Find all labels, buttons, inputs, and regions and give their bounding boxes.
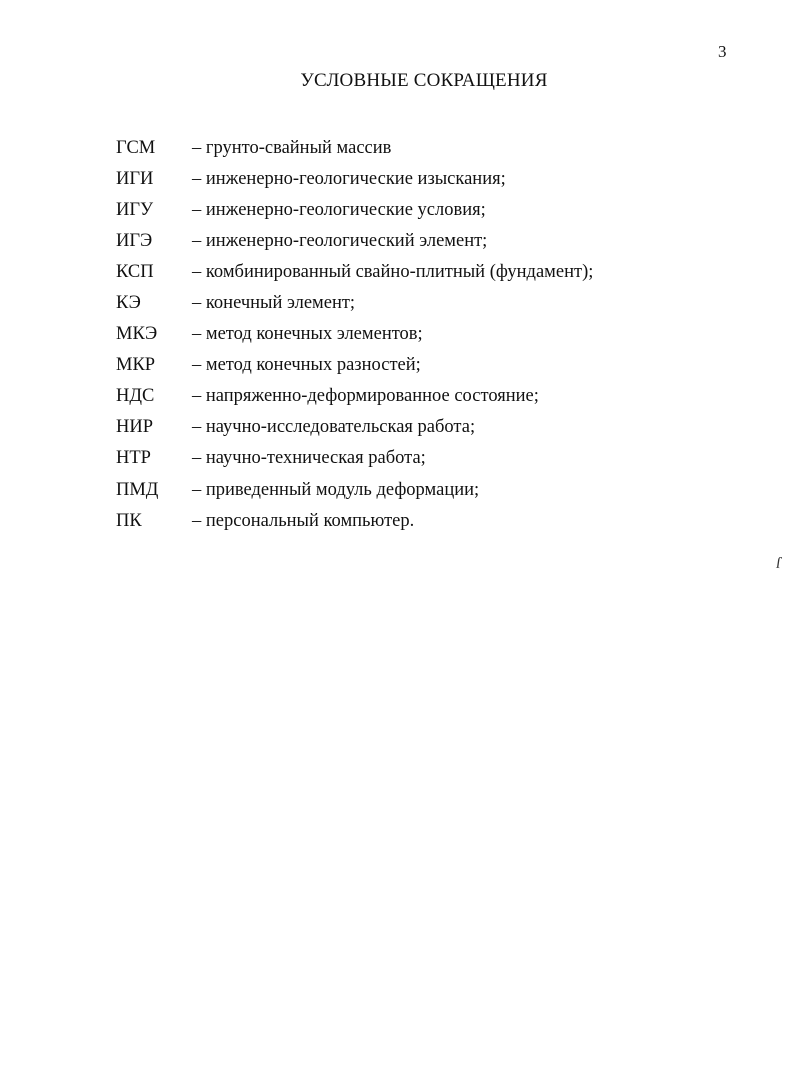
abbreviation-definition: – персональный компьютер. <box>192 510 415 531</box>
abbreviation-row <box>116 474 593 505</box>
abbreviation-definition: – напряженно-деформированное состояние; <box>192 386 539 407</box>
abbreviation-term: ИГИ <box>116 168 154 189</box>
abbreviation-term: КЭ <box>116 293 141 314</box>
abbreviations-list <box>116 132 593 536</box>
abbreviation-term: ГСМ <box>116 137 156 158</box>
abbreviation-definition: – комбинированный свайно-плитный (фундамент); <box>192 261 594 282</box>
abbreviation-row <box>116 132 593 163</box>
abbreviation-term: НИР <box>116 417 154 438</box>
abbreviation-definition: – инженерно-геологические изыскания; <box>192 168 506 189</box>
abbreviation-definition: – приведенный модуль деформации; <box>192 479 480 500</box>
abbreviation-definition: – конечный элемент; <box>192 293 356 314</box>
abbreviation-definition: – научно-техническая работа; <box>192 448 426 469</box>
abbreviation-row <box>116 443 593 474</box>
abbreviation-definition: – метод конечных разностей; <box>192 355 421 376</box>
abbreviation-term: КСП <box>116 261 154 282</box>
abbreviation-term: ИГУ <box>116 199 154 220</box>
abbreviation-term: ИГЭ <box>116 230 153 251</box>
page-title: УСЛОВНЫЕ СОКРАЩЕНИЯ <box>300 70 548 91</box>
abbreviation-term: ПК <box>116 510 142 531</box>
abbreviation-definition: – научно-исследовательская работа; <box>192 417 476 438</box>
abbreviation-row <box>116 412 593 443</box>
abbreviation-definition: – грунто-свайный массив <box>192 137 392 158</box>
abbreviation-row <box>116 381 593 412</box>
abbreviation-term: МКЭ <box>116 324 158 345</box>
page-number: 3 <box>718 42 727 61</box>
abbreviation-definition: – метод конечных элементов; <box>192 324 423 345</box>
abbreviation-row <box>116 163 593 194</box>
abbreviation-row <box>116 505 593 536</box>
abbreviation-row <box>116 319 593 350</box>
abbreviation-term: НДС <box>116 386 155 407</box>
abbreviation-term: МКР <box>116 355 156 376</box>
abbreviation-row <box>116 225 593 256</box>
stray-ink-mark: ſ <box>774 554 782 573</box>
abbreviation-row <box>116 287 593 318</box>
abbreviation-definition: – инженерно-геологический элемент; <box>192 230 488 251</box>
abbreviation-row <box>116 194 593 225</box>
abbreviation-row <box>116 350 593 381</box>
abbreviation-term: НТР <box>116 448 151 469</box>
abbreviation-term: ПМД <box>116 479 159 500</box>
abbreviation-definition: – инженерно-геологические условия; <box>192 199 486 220</box>
abbreviation-row <box>116 256 593 287</box>
